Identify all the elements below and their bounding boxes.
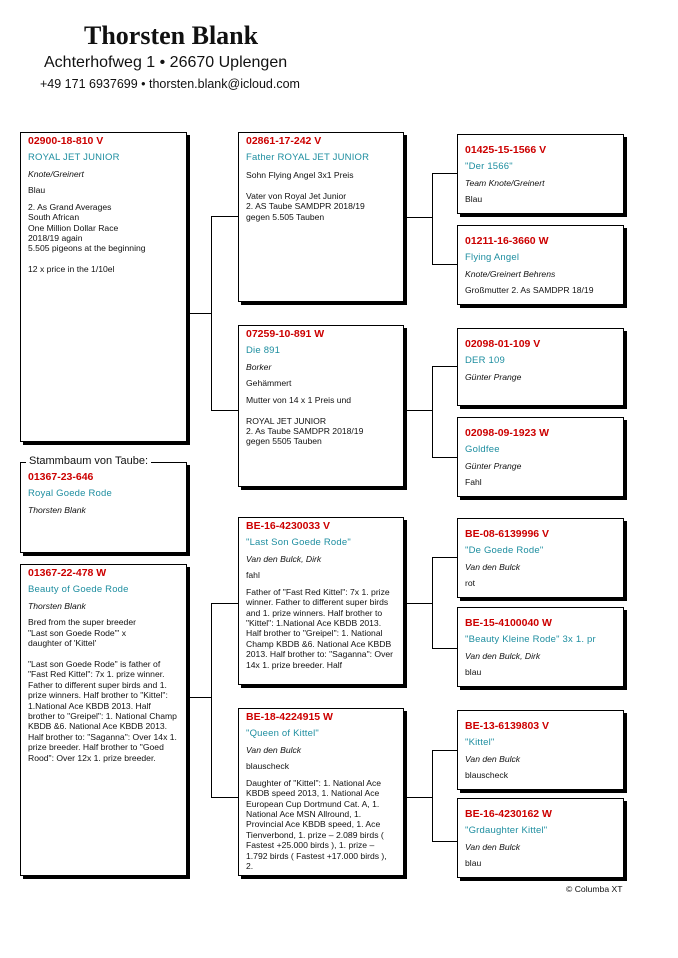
connector [211,216,238,217]
pedigree-label: Stammbaum von Taube: [26,455,151,468]
ring-number: 07259-10-891 W [246,328,325,340]
pigeon-name: "Kittel" [465,737,495,748]
connector [404,603,432,604]
owner-address: Achterhofweg 1 • 26670 Uplengen [44,54,288,71]
breeder: Thorsten Blank [28,505,86,515]
color: rot [465,578,476,589]
breeder: Van den Bulck, Dirk [246,554,322,564]
connector [404,217,432,218]
connector [432,264,457,265]
notes: Mutter von 14 x 1 Preis und ROYAL JET JUNIOR 2. As Taube SAMDPR 2018/19 gegen 5505 Tauben [246,394,364,447]
dam-mf-card[interactable] [457,710,624,790]
connector [432,557,457,558]
sire-mm-card[interactable] [457,417,624,497]
pigeon-name: "Der 1566" [465,161,513,172]
connector [432,750,457,751]
ring-number: 01211-16-3660 W [465,235,549,247]
connector [187,313,211,314]
connector [211,216,212,410]
ring-number: BE-16-4230033 V [246,520,331,532]
ring-number: 02900-18-810 V [28,135,104,147]
dam-mm-card[interactable] [457,798,624,878]
pigeon-name: "Beauty Kleine Rode" 3x 1. pr [465,634,596,645]
connector [211,603,212,797]
connector [211,797,238,798]
pigeon-name: Flying Angel [465,252,520,263]
pigeon-name: Beauty of Goede Rode [28,584,129,595]
pedigree-of-card[interactable] [20,462,187,553]
connector [187,697,211,698]
connector [432,366,457,367]
breeder: Van den Bulck [246,745,302,755]
pigeon-name: "De Goede Rode" [465,545,544,556]
breeder: Günter Prange [465,461,522,471]
copyright-footer: © Columba XT [566,884,623,894]
pigeon-name: Royal Goede Rode [28,488,113,499]
connector [432,366,433,457]
pigeon-name: "Queen of Kittel" [246,728,319,739]
breeder: Knote/Greinert [28,169,84,179]
breeder: Borker [246,362,272,372]
pigeon-name: Father ROYAL JET JUNIOR [246,152,370,163]
ring-number: BE-16-4230162 W [465,808,552,820]
ring-number: BE-15-4100040 W [465,617,552,629]
breeder: Knote/Greinert Behrens [465,269,556,279]
connector [432,173,433,264]
connector [432,750,433,841]
color: Gehämmert [246,378,292,389]
connector [404,410,432,411]
pigeon-name: ROYAL JET JUNIOR [28,152,120,163]
ring-number: BE-13-6139803 V [465,720,550,732]
color: Blau [28,185,46,196]
notes: Sohn Flying Angel 3x1 Preis Vater von Royal Jet Junior 2. AS Taube SAMDPR 2018/19 gegen 5.505 Tauben [246,170,365,222]
sire-father-card[interactable] [238,132,404,302]
sire-ff-card[interactable] [457,134,624,214]
ring-number: 01425-15-1566 V [465,144,547,156]
breeder: Van den Bulck, Dirk [465,651,541,661]
pigeon-name: DER 109 [465,355,505,366]
dam-fm-card[interactable] [457,607,624,687]
owner-name: Thorsten Blank [84,21,259,50]
ring-number: 01367-22-478 W [28,567,107,579]
notes: Daughter of "Kittel": 1. National Ace KBDB speed 2013, 1. National Ace European Cup Dortmund Cat. A, 1. National Ace MSN Allround, 1. Provincial Ace KBDB speed, 1. Ace Tienverbond, 1. prize – 2.089 birds ( Fastest +25.000 birds ), 1. prize – 1.792 birds ( Fastest +17.000 birds ), 2. [246,777,387,872]
color: blau [465,667,482,678]
connector [404,797,432,798]
pigeon-name: Goldfee [465,444,500,455]
breeder: Günter Prange [465,372,522,382]
color: blau [465,858,482,869]
breeder: Van den Bulck [465,562,521,572]
sire-fm-card[interactable] [457,225,624,305]
breeder: Team Knote/Greinert [465,178,545,188]
notes: Father of "Fast Red Kittel": 7x 1. prize winner. Father to different super birds and 1. prize winners. Half brother to "Kittel": 1.National Ace KBDB 2013. Half brother to "Greipel": 1. National Champ KBDB &6. National Ace KBDB 2013. Half brother to: "Saganna": Over 14x 1. prize breeder. Half [246,586,394,670]
connector [432,841,457,842]
dam-main-card[interactable] [20,564,187,876]
pigeon-name: Die 891 [246,345,281,356]
color: blauscheck [465,770,508,781]
breeder: Van den Bulck [465,754,521,764]
connector [432,648,457,649]
subject-pigeon-card[interactable] [20,132,187,442]
dam-ff-card[interactable] [457,518,624,598]
connector [432,557,433,648]
connector [432,173,457,174]
color: blauscheck [246,761,289,772]
connector [211,410,238,411]
dam-father-card[interactable] [238,517,404,685]
sire-mother-card[interactable] [238,325,404,487]
breeder: Van den Bulck [465,842,521,852]
ring-number: 01367-23-646 [28,471,94,483]
notes: Großmutter 2. As SAMDPR 18/19 [465,285,594,296]
ring-number: BE-18-4224915 W [246,711,333,723]
dam-mother-card[interactable] [238,708,404,876]
breeder: Thorsten Blank [28,601,86,611]
ring-number: 02098-01-109 V [465,338,541,350]
connector [432,457,457,458]
color: Fahl [465,477,482,488]
notes: Bred from the super breeder "Last son Goede Rode"' x daughter of 'Kittel' "Last son Goede Rode" is father of "Fast Red Kittel": 7x 1. prize winner. Father to different super birds and 1. prize winners. Half brother to "Kittel": 1.National Ace KBDB 2013. Half brother to "Greipel": 1. National Champ KBDB &6. National Ace KBDB 2013. Half brother to: "Saganna": Over 14x 1. prize breeder. Half brother to "Goed Rood": Over 12x 1. prize breeder. [28,617,177,763]
owner-contact: +49 171 6937699 • thorsten.blank@icloud.com [40,77,300,91]
ring-number: 02861-17-242 V [246,135,322,147]
color: fahl [246,570,260,581]
color: Blau [465,194,483,205]
pigeon-name: "Last Son Goede Rode" [246,537,351,548]
ring-number: 02098-09-1923 W [465,427,550,439]
connector [211,603,238,604]
sire-mf-card[interactable] [457,328,624,406]
notes: 2. As Grand Averages South African One Million Dollar Race 2018/19 again 5.505 pigeons at the beginning 12 x price in the 1/10el [28,201,146,275]
pigeon-name: "Grdaughter Kittel" [465,825,548,836]
ring-number: BE-08-6139996 V [465,528,550,540]
